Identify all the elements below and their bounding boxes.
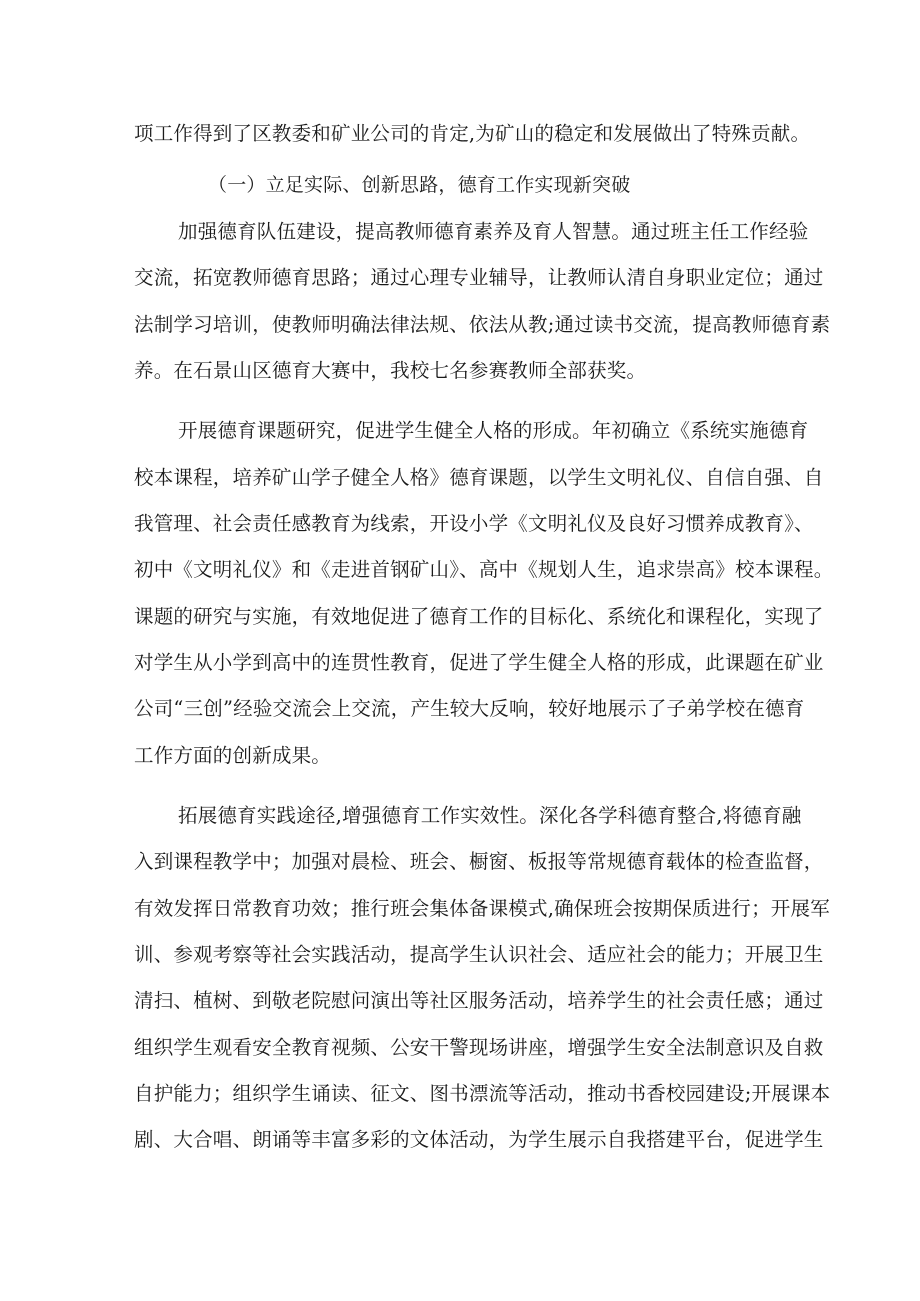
text-line: 训、参观考察等社会实践活动，提高学生认识社会、适应社会的能力；开展卫生 <box>134 943 824 966</box>
paragraph-first-line: 拓展德育实践途径,增强德育工作实效性。深化各学科德育整合,将德育融 <box>178 804 802 827</box>
text-line: 清扫、植树、到敬老院慰问演出等社区服务活动，培养学生的社会责任感；通过 <box>134 989 824 1012</box>
text-line: 初中《文明礼仪》和《走进首钢矿山》、高中《规划人生，追求崇高》校本课程。 <box>134 558 834 581</box>
text-line: 养。在石景山区德育大赛中，我校七名参赛教师全部获奖。 <box>134 359 647 382</box>
section-heading: （一）立足实际、创新思路，德育工作实现新突破 <box>208 174 631 196</box>
text-line: 法制学习培训，使教师明确法律法规、依法从教;通过读书交流，提高教师德育素 <box>134 313 831 336</box>
text-line: 课题的研究与实施，有效地促进了德育工作的目标化、系统化和课程化，实现了 <box>134 605 824 628</box>
text-line: 校本课程，培养矿山学子健全人格》德育课题，以学生文明礼仪、自信自强、自 <box>134 466 824 489</box>
text-line: 项工作得到了区教委和矿业公司的肯定,为矿山的稳定和发展做出了特殊贡献。 <box>134 122 811 145</box>
text-line: 自护能力；组织学生诵读、征文、图书漂流等活动，推动书香校园建设;开展课本 <box>134 1082 831 1105</box>
text-line: 工作方面的创新成果。 <box>134 744 332 767</box>
paragraph-first-line: 开展德育课题研究，促进学生健全人格的形成。年初确立《系统实施德育 <box>178 419 809 442</box>
text-line: 有效发挥日常教育功效；推行班会集体备课模式,确保班会按期保质进行；开展军 <box>134 897 830 920</box>
text-line: 剧、大合唱、朗诵等丰富多彩的文体活动，为学生展示自我搭建平台，促进学生 <box>134 1128 824 1151</box>
text-line: 公司“三创”经验交流会上交流，产生较大反响，较好地展示了子弟学校在德育 <box>134 697 805 720</box>
text-line: 我管理、社会责任感教育为线索，开设小学《文明礼仪及良好习惯养成教育》、 <box>134 512 814 535</box>
paragraph-first-line: 加强德育队伍建设，提高教师德育素养及育人智慧。通过班主任工作经验 <box>178 220 809 243</box>
text-line: 组织学生观看安全教育视频、公安干警现场讲座，增强学生安全法制意识及自救 <box>134 1036 824 1059</box>
text-line: 对学生从小学到高中的连贯性教育，促进了学生健全人格的形成，此课题在矿业 <box>134 651 824 674</box>
text-line: 入到课程教学中；加强对晨检、班会、橱窗、板报等常规德育载体的检查监督， <box>134 850 824 873</box>
text-line: 交流，拓宽教师德育思路；通过心理专业辅导，让教师认清自身职业定位；通过 <box>134 266 824 289</box>
